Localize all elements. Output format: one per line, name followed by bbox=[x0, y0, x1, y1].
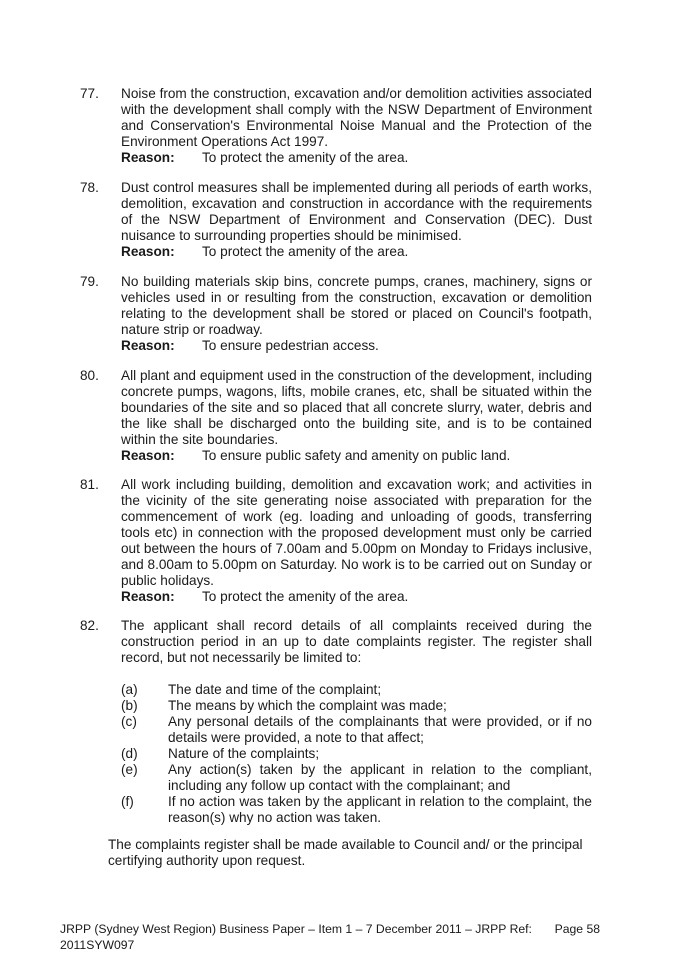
condition-78 bbox=[80, 180, 592, 260]
list-item-label: (e) bbox=[121, 762, 138, 777]
condition-reason bbox=[121, 150, 592, 166]
list-item bbox=[121, 682, 592, 698]
condition-number: 79. bbox=[80, 274, 99, 289]
list-item-text: The means by which the complaint was made; bbox=[168, 698, 447, 713]
list-item-text: Any action(s) taken by the applicant in relation to the compliant, including any follow up contact with the complainant; and bbox=[168, 762, 592, 793]
condition-number: 77. bbox=[80, 86, 99, 101]
list-item-label: (d) bbox=[121, 746, 138, 761]
complaint-details-list bbox=[121, 682, 592, 826]
reason-label: Reason: bbox=[121, 448, 175, 463]
reason-label: Reason: bbox=[121, 150, 175, 165]
condition-text: Dust control measures shall be implemented during all periods of earth works, demolition, excavation and construction in accordance with the requirements of the NSW Department of Environment and Conservation (DEC). Dust nuisance to surrounding properties should be minimised. bbox=[121, 180, 592, 243]
list-item-label: (a) bbox=[121, 682, 138, 697]
condition-81 bbox=[80, 477, 592, 605]
list-item bbox=[121, 794, 592, 826]
reason-text: To protect the amenity of the area. bbox=[202, 150, 409, 165]
list-item-label: (c) bbox=[121, 714, 137, 729]
closing-paragraph: The complaints register shall be made available to Council and/ or the principal certifying authority upon request. bbox=[108, 837, 583, 868]
list-item bbox=[121, 746, 592, 762]
list-item bbox=[121, 698, 592, 714]
reason-label: Reason: bbox=[121, 338, 175, 353]
condition-79 bbox=[80, 274, 592, 354]
list-item bbox=[121, 714, 592, 746]
list-item bbox=[121, 762, 592, 794]
reason-text: To protect the amenity of the area. bbox=[202, 589, 409, 604]
reason-label: Reason: bbox=[121, 589, 175, 604]
condition-reason bbox=[121, 244, 592, 260]
reason-text: To ensure pedestrian access. bbox=[202, 338, 379, 353]
condition-reason bbox=[121, 589, 592, 605]
condition-77 bbox=[80, 86, 592, 166]
reason-text: To ensure public safety and amenity on public land. bbox=[202, 448, 511, 463]
page-number: Page 58 bbox=[554, 922, 600, 936]
condition-82 bbox=[80, 618, 592, 826]
footer-reference: JRPP (Sydney West Region) Business Paper – Item 1 – 7 December 2011 – JRPP Ref: 2011SYW097 bbox=[60, 922, 532, 952]
reason-text: To protect the amenity of the area. bbox=[202, 244, 409, 259]
condition-reason bbox=[121, 338, 592, 354]
condition-reason bbox=[121, 448, 592, 464]
condition-number: 82. bbox=[80, 618, 99, 633]
list-item-text: If no action was taken by the applicant in relation to the complaint, the reason(s) why no action was taken. bbox=[168, 794, 592, 825]
list-item-text: Nature of the complaints; bbox=[168, 746, 320, 761]
condition-text: All plant and equipment used in the construction of the development, including concrete pumps, wagons, lifts, mobile cranes, etc, shall be situated within the boundaries of the site and so placed that all concrete slurry, water, debris and the like shall be discharged onto the building site, and is to be contained within the site boundaries. bbox=[121, 368, 592, 447]
condition-text: Noise from the construction, excavation and/or demolition activities associated with the development shall comply with the NSW Department of Environment and Conservation's Environmental Noise Manual and the Protection of the Environment Operations Act 1997. bbox=[121, 86, 592, 149]
list-item-text: Any personal details of the complainants that were provided, or if no details were provided, a note to that affect; bbox=[168, 714, 592, 745]
list-item-text: The date and time of the complaint; bbox=[168, 682, 382, 697]
list-item-label: (b) bbox=[121, 698, 138, 713]
condition-text: No building materials skip bins, concrete pumps, cranes, machinery, signs or vehicles used in or resulting from the construction, excavation or demolition relating to the development shall be stored or placed on Council's footpath, nature strip or roadway. bbox=[121, 274, 592, 337]
condition-80 bbox=[80, 368, 592, 464]
list-item-label: (f) bbox=[121, 794, 134, 809]
condition-number: 78. bbox=[80, 180, 99, 195]
condition-text: The applicant shall record details of all complaints received during the construction period in an up to date complaints register. The register shall record, but not necessarily be limited to: bbox=[121, 618, 592, 665]
condition-number: 80. bbox=[80, 368, 99, 383]
condition-number: 81. bbox=[80, 477, 99, 492]
condition-text: All work including building, demolition and excavation work; and activities in the vicinity of the site generating noise associated with preparation for the commencement of work (eg. loading and unloading of goods, transferring tools etc) in connection with the proposed development must only be carried out between the hours of 7.00am and 5.00pm on Monday to Fridays inclusive, and 8.00am to 5.00pm on Saturday. No work is to be carried out on Sunday or public holidays. bbox=[121, 477, 592, 588]
reason-label: Reason: bbox=[121, 244, 175, 259]
